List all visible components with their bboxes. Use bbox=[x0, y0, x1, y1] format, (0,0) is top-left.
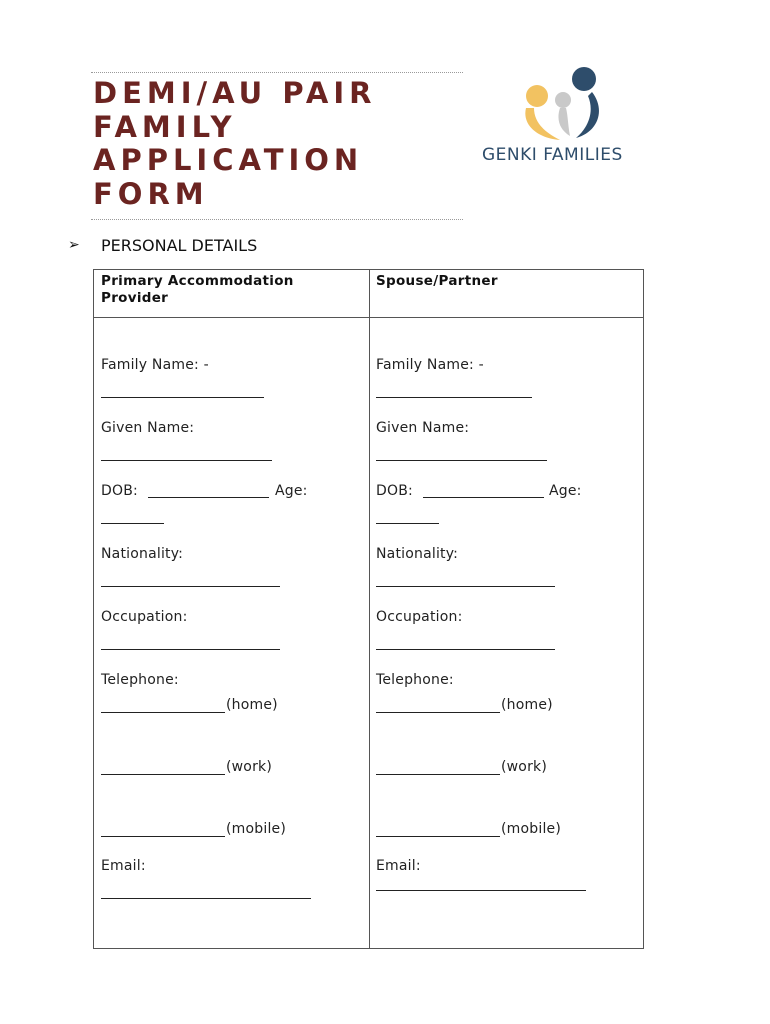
primary-given-name-label: Given Name: bbox=[101, 420, 195, 436]
primary-dob-field[interactable] bbox=[148, 497, 269, 498]
spouse-home-phone-field[interactable] bbox=[376, 712, 500, 713]
spouse-dob-label: DOB: bbox=[376, 483, 413, 499]
spouse-family-name-label: Family Name: - bbox=[376, 357, 484, 373]
primary-given-name-field[interactable] bbox=[101, 460, 272, 461]
spouse-occupation-label: Occupation: bbox=[376, 609, 463, 625]
primary-nationality-label: Nationality: bbox=[101, 546, 184, 562]
section-bullet-icon: ➢ bbox=[68, 237, 80, 253]
spouse-work-label: (work) bbox=[501, 759, 548, 775]
spouse-email-label: Email: bbox=[376, 858, 421, 874]
primary-work-label: (work) bbox=[226, 759, 273, 775]
spouse-nationality-label: Nationality: bbox=[376, 546, 459, 562]
primary-home-label: (home) bbox=[226, 697, 278, 713]
primary-mobile-phone-field[interactable] bbox=[101, 836, 225, 837]
header-divider bbox=[94, 317, 643, 318]
form-title-line-2: FAMILY bbox=[93, 110, 237, 144]
column-header-primary: Primary Accommodation Provider bbox=[101, 273, 294, 306]
personal-details-table bbox=[93, 269, 644, 949]
form-title-line-1: DEMI/AU PAIR bbox=[93, 76, 377, 110]
spouse-age-field[interactable] bbox=[376, 523, 439, 524]
spouse-dob-field[interactable] bbox=[423, 497, 544, 498]
spouse-given-name-field[interactable] bbox=[376, 460, 547, 461]
primary-telephone-label: Telephone: bbox=[101, 672, 179, 688]
primary-family-name-label: Family Name: - bbox=[101, 357, 209, 373]
form-title-block bbox=[91, 72, 463, 220]
column-divider bbox=[369, 270, 370, 948]
logo-text: GENKI FAMILIES bbox=[482, 145, 623, 165]
primary-family-name-field[interactable] bbox=[101, 397, 264, 398]
primary-age-label: Age: bbox=[275, 483, 308, 499]
primary-occupation-field[interactable] bbox=[101, 649, 280, 650]
spouse-age-label: Age: bbox=[549, 483, 582, 499]
spouse-email-field[interactable] bbox=[376, 890, 586, 891]
spouse-occupation-field[interactable] bbox=[376, 649, 555, 650]
primary-email-label: Email: bbox=[101, 858, 146, 874]
primary-email-field[interactable] bbox=[101, 898, 311, 899]
primary-nationality-field[interactable] bbox=[101, 586, 280, 587]
primary-home-phone-field[interactable] bbox=[101, 712, 225, 713]
spouse-mobile-phone-field[interactable] bbox=[376, 836, 500, 837]
section-title: PERSONAL DETAILS bbox=[101, 236, 258, 255]
primary-occupation-label: Occupation: bbox=[101, 609, 188, 625]
spouse-work-phone-field[interactable] bbox=[376, 774, 500, 775]
column-header-spouse: Spouse/Partner bbox=[376, 273, 498, 289]
primary-work-phone-field[interactable] bbox=[101, 774, 225, 775]
spouse-home-label: (home) bbox=[501, 697, 553, 713]
primary-mobile-label: (mobile) bbox=[226, 821, 287, 837]
spouse-mobile-label: (mobile) bbox=[501, 821, 562, 837]
spouse-family-name-field[interactable] bbox=[376, 397, 532, 398]
primary-dob-label: DOB: bbox=[101, 483, 138, 499]
primary-age-field[interactable] bbox=[101, 523, 164, 524]
spouse-given-name-label: Given Name: bbox=[376, 420, 470, 436]
form-title-line-4: FORM bbox=[93, 177, 209, 211]
form-title-line-3: APPLICATION bbox=[93, 143, 364, 177]
spouse-nationality-field[interactable] bbox=[376, 586, 555, 587]
spouse-telephone-label: Telephone: bbox=[376, 672, 454, 688]
